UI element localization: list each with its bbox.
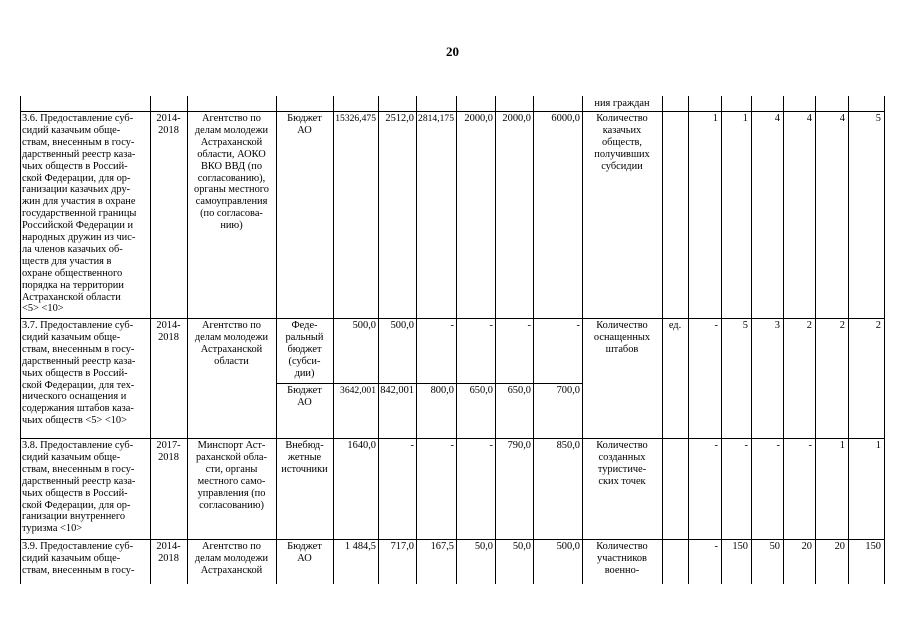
indicator-value: 1 (712, 113, 718, 124)
funding-source: Внебюд- (285, 440, 324, 451)
page-number: 20 (446, 44, 459, 59)
funding-amount: 6000,0 (551, 113, 580, 124)
funding-amount: 790,0 (507, 440, 531, 451)
measure-name: чьих обществ в Россий- (22, 487, 128, 499)
funding-source: жетные (287, 451, 322, 463)
funding-source: Бюджет (287, 385, 322, 396)
funding-amount: 50,0 (512, 541, 531, 552)
executor: самоуправления (195, 196, 268, 208)
indicator-value: 5 (742, 320, 748, 331)
funding-amount: 3642,001 (340, 385, 376, 396)
measure-name: ганизации внутреннего (22, 511, 126, 523)
measure-name: дарственный реестр каза- (22, 148, 136, 160)
column-border (495, 96, 496, 584)
indicator: штабов (605, 343, 639, 355)
indicator-value: 150 (865, 541, 881, 552)
indicator: созданных (598, 451, 646, 463)
indicator-value: 3 (774, 320, 780, 331)
measure-name: жин для участия в охране (22, 196, 136, 208)
funding-amount: 2000,0 (464, 113, 493, 124)
funding-amount: 800,0 (430, 385, 454, 396)
column-border (20, 96, 21, 584)
indicator: военно- (604, 564, 640, 576)
column-border (378, 96, 379, 584)
funding-source: (субси- (288, 355, 321, 367)
column-border (533, 96, 534, 584)
funding-source: дии) (294, 367, 315, 379)
column-border (884, 96, 885, 584)
funding-source: Бюджет (287, 541, 322, 552)
indicator-value: 1 (875, 440, 881, 451)
column-border (456, 96, 457, 584)
measure-name: сидий казачьим обще- (22, 331, 121, 343)
indicator: оснащенных (593, 331, 651, 343)
executor: местного само- (197, 475, 266, 487)
indicator-value: 2 (839, 320, 845, 331)
executor: Агентство по (201, 541, 261, 552)
measure-name: чьих обществ <5> <10> (22, 415, 127, 427)
column-border (688, 96, 689, 584)
indicator: Количество (596, 320, 648, 331)
funding-amount: 650,0 (507, 385, 531, 396)
measure-name: <5> <10> (22, 303, 64, 315)
column-border (276, 96, 277, 584)
funding-amount: 850,0 (556, 440, 580, 451)
funding-amount: 717,0 (390, 541, 414, 552)
measure-name: дарственный реестр каза- (22, 355, 136, 367)
executor: ВКО ВВД (по (200, 160, 263, 172)
indicator-value: - (808, 440, 812, 451)
measure-name: Астраханской области (22, 291, 121, 303)
row-border (20, 318, 884, 319)
funding-source: АО (297, 124, 312, 136)
column-border (333, 96, 334, 584)
row-border (20, 111, 884, 112)
column-border (416, 96, 417, 584)
funding-source: источники (281, 463, 328, 475)
period: 2018 (158, 124, 179, 136)
funding-amount: 500,0 (556, 541, 580, 552)
executor: Минспорт Аст- (197, 440, 266, 451)
period: 2018 (158, 552, 179, 564)
measure-name: ской Федерации, для ор- (22, 172, 131, 184)
funding-amount: - (576, 320, 580, 331)
indicator-value: 20 (801, 541, 812, 552)
funding-amount: 500,0 (390, 320, 414, 331)
executor: согласованию) (199, 499, 264, 511)
indicator-value: - (744, 440, 748, 451)
indicator-value: 50 (769, 541, 780, 552)
funding-amount: - (489, 320, 493, 331)
indicator-value: 150 (732, 541, 748, 552)
unit: ед. (668, 320, 682, 331)
indicator-value: 2 (875, 320, 881, 331)
indicator: обществ, (601, 136, 642, 148)
indicator: туристиче- (597, 463, 647, 475)
measure-name: 3.9. Предоставление суб- (22, 541, 134, 552)
column-border (721, 96, 722, 584)
measure-name: ствам, внесенным в госу- (22, 463, 135, 475)
funding-amount: 15326,475 (335, 113, 376, 124)
row-border (20, 539, 884, 540)
column-border (751, 96, 752, 584)
indicator: ских точек (598, 475, 646, 487)
period: 2014- (156, 113, 181, 124)
measure-name: Российской Федерации и (22, 220, 134, 232)
executor: области, АОКО (197, 148, 266, 160)
indicator-value: 2 (806, 320, 812, 331)
indicator: получивших (594, 148, 650, 160)
measure-name: 3.8. Предоставление суб- (22, 440, 134, 451)
executor: Астраханской (200, 564, 263, 576)
executor: Агентство по (201, 113, 261, 124)
continued-text: ния граждан (594, 98, 650, 109)
indicator-value: - (714, 541, 718, 552)
period: 2018 (158, 451, 179, 463)
funding-source: АО (297, 552, 312, 564)
period: 2017- (156, 440, 181, 451)
measure-name: государственной границы (22, 208, 137, 220)
column-border (187, 96, 188, 584)
measure-name: чьих обществ в Россий- (22, 367, 128, 379)
column-border (783, 96, 784, 584)
indicator-value: - (714, 440, 718, 451)
funding-amount: - (450, 320, 454, 331)
funding-amount: 2000,0 (502, 113, 531, 124)
measure-name: охране общественного (22, 267, 123, 279)
funding-source: Феде- (291, 320, 318, 331)
measure-name: содержания штабов каза- (22, 403, 134, 415)
measure-name: ствам, внесенным в госу- (22, 136, 135, 148)
indicator-value: 4 (774, 113, 780, 124)
funding-amount: - (489, 440, 493, 451)
funding-amount: 842,001 (380, 385, 414, 396)
executor: области (214, 355, 249, 367)
executor: Астраханской (200, 343, 263, 355)
column-border (848, 96, 849, 584)
measure-name: нического оснащения и (22, 391, 127, 403)
indicator: субсидии (601, 160, 643, 172)
indicator-value: - (776, 440, 780, 451)
executor: делам молодежи (194, 124, 269, 136)
measure-name: дарственный реестр каза- (22, 475, 136, 487)
measure-name: чьих обществ в Россий- (22, 160, 128, 172)
indicator: Количество (596, 440, 648, 451)
funding-amount: 50,0 (474, 541, 493, 552)
funding-amount: - (527, 320, 531, 331)
executor: органы местного (194, 184, 269, 196)
row-border (276, 383, 582, 384)
indicator: казачьих (602, 124, 642, 136)
funding-amount: 500,0 (352, 320, 376, 331)
funding-amount: 650,0 (469, 385, 493, 396)
indicator-value: 1 (839, 440, 845, 451)
column-border (815, 96, 816, 584)
indicator-value: 5 (875, 113, 881, 124)
executor: сти, органы (205, 463, 258, 475)
executor: Астраханской (200, 136, 263, 148)
measure-name: сидий казачьим обще- (22, 451, 121, 463)
indicator-value: 20 (834, 541, 845, 552)
executor: делам молодежи (194, 552, 269, 564)
column-border (150, 96, 151, 584)
funding-amount: - (410, 440, 414, 451)
measure-name: 3.6. Предоставление суб- (22, 113, 134, 124)
funding-amount: 700,0 (556, 385, 580, 396)
measure-name: ской Федерации, для тех- (22, 379, 135, 391)
executor: нию) (220, 220, 243, 232)
executor: (по согласова- (200, 208, 263, 220)
row-border (20, 438, 884, 439)
measure-name: ствам, внесенным в госу- (22, 343, 135, 355)
indicator: участников (597, 552, 647, 564)
indicator-value: 4 (839, 113, 845, 124)
funding-source: АО (297, 396, 312, 408)
funding-amount: 2512,0 (385, 113, 414, 124)
indicator: Количество (596, 541, 648, 552)
funding-amount: 1 484,5 (344, 541, 376, 552)
funding-amount: - (450, 440, 454, 451)
funding-amount: 2814,175 (418, 113, 454, 124)
executor: делам молодежи (194, 331, 269, 343)
measure-name: ствам, внесенным в госу- (22, 564, 135, 576)
measure-name: туризма <10> (22, 523, 83, 535)
period: 2014- (156, 320, 181, 331)
measure-name: ществ для участия в (22, 255, 112, 267)
funding-source: Бюджет (287, 113, 322, 124)
executor: согласованию), (197, 172, 266, 184)
indicator: Количество (596, 113, 648, 124)
measure-name: ла членов казачьих об- (22, 243, 123, 255)
measure-name: ганизации казачьих дру- (22, 184, 131, 196)
measure-name: сидий казачьим обще- (22, 124, 121, 136)
funding-amount: 1640,0 (347, 440, 376, 451)
indicator-value: 1 (742, 113, 748, 124)
funding-source: ральный (285, 331, 324, 343)
funding-source: бюджет (287, 343, 322, 355)
indicator-value: - (714, 320, 718, 331)
executor: раханской обла- (195, 451, 267, 463)
funding-amount: 167,5 (430, 541, 454, 552)
period: 2018 (158, 331, 179, 343)
indicator-value: 4 (806, 113, 812, 124)
column-border (582, 96, 583, 584)
measure-name: 3.7. Предоставление суб- (22, 320, 134, 331)
measure-name: порядка на территории (22, 279, 124, 291)
measure-name: ской Федерации, для ор- (22, 499, 131, 511)
period: 2014- (156, 541, 181, 552)
measure-name: народных дружин из чис- (22, 232, 136, 243)
executor: Агентство по (201, 320, 261, 331)
column-border (662, 96, 663, 584)
measure-name: сидий казачьим обще- (22, 552, 121, 564)
executor: управления (по (197, 487, 266, 499)
